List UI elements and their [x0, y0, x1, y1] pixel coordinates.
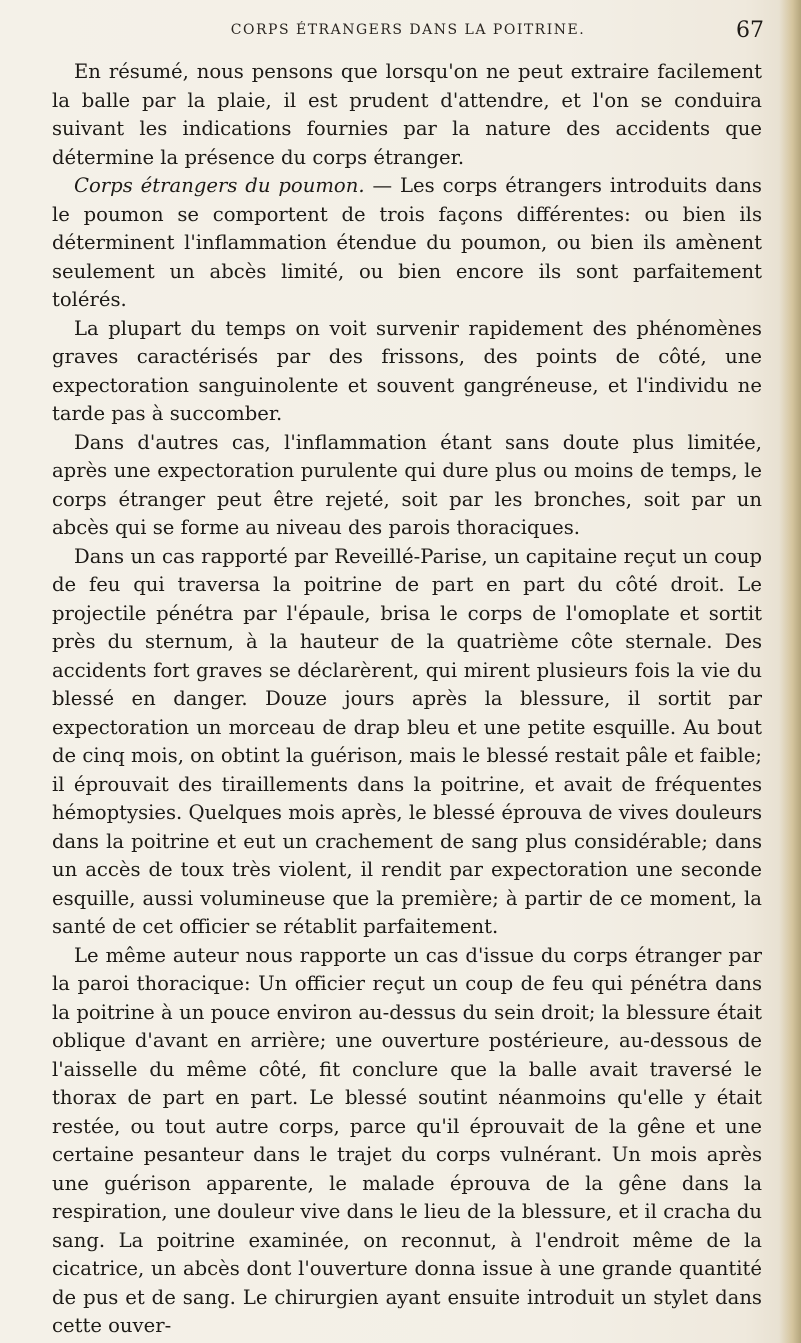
- paragraph-text: En résumé, nous pensons que lorsqu'on ne peut extraire facilement la balle par la plaie, il est prudent d'attendre, et l'on se conduira suivant les indications fournies par la nature des accidents que détermine la présence du corps étranger.: [52, 60, 762, 169]
- section-heading: Corps étrangers du poumon.: [74, 174, 365, 197]
- paragraph-captain-case: [52, 543, 762, 942]
- paragraph-text: Le même auteur nous rapporte un cas d'issue du corps étranger par la paroi thoracique: Un officier reçut un coup de feu qui pénétra dans la poitrine à un pouce environ au-dessus du sein droit; la blessure était oblique d'avant en arrière; une ouverture postérieure, au-dessous de l'aisselle du même côté, fit conclure que la balle avait traversé le thorax de part en part. Le blessé soutint néanmoins qu'elle y était restée, ou tout autre corps, parce qu'il éprouvait de la gêne et une certaine pesanteur dans le trajet du corps vulnérant. Un mois après une guérison apparente, le malade éprouva de la gêne dans la respiration, une douleur vive dans le lieu de la blessure, et il cracha du sang. La poitrine examinée, on reconnut, à l'endroit même de la cicatrice, un abcès dont l'ouverture donna issue à une grande quantité de pus et de sang. Le chirurgien ayant ensuite introduit un stylet dans cette ouver-: [52, 943, 762, 1337]
- paragraph-text: Dans un cas rapporté par Reveillé-Parise, un capitaine reçut un coup de feu qui traversa la poitrine de part en part du côté droit. Le projectile pénétra par l'épaule, brisa le corps de l'omoplate et sortit près du sternum, à la hauteur de la quatrième côte sternale. Des accidents fort graves se déclarèrent, qui mirent plusieurs fois la vie du blessé en danger. Douze jours après la blessure, il sortit par expectoration un morceau de drap bleu et une petite esquille. Au bout de cinq mois, on obtint la guérison, mais le blessé restait pâle et faible; il éprouvait des tiraillements dans la poitrine, et avait de fréquentes hémoptysies. Quelques mois après, le blessé éprouva de vives douleurs dans la poitrine et eut un crachement de sang plus considérable; dans un accès de toux très violent, il rendit par expectoration une seconde esquille, aussi volumineuse que la première; à partir de ce moment, la santé de cet officier se rétablit parfaitement.: [52, 544, 762, 938]
- running-head: CORPS ÉTRANGERS DANS LA POITRINE.: [230, 22, 586, 38]
- paragraph-grave-phenomena: [52, 315, 762, 429]
- paragraph-limited-inflammation: [52, 429, 762, 543]
- paragraph-officer-case: [52, 942, 762, 1341]
- paragraph-text: Dans d'autres cas, l'inflammation étant sans doute plus limitée, après une expectoration purulente qui dure plus ou moins de temps, le corps étranger peut être rejeté, soit par les bronches, soit par un abcès qui se forme au niveau des parois thoraciques.: [52, 430, 762, 539]
- paragraph-text: La plupart du temps on voit survenir rapidement des phénomènes graves caractérisés par des frissons, des points de côté, une expectoration sanguinolente et souvent gangréneuse, et l'individu ne tarde pas à succomber.: [52, 316, 762, 425]
- page-header: [52, 18, 764, 54]
- paragraph-text: — Les corps étrangers introduits dans le poumon se comportent de trois façons différentes: ou bien ils déterminent l'inflammation étendue du poumon, ou bien ils amènent seulement un abcès limité, ou bien encore ils sont parfaitement tolérés.: [52, 174, 762, 311]
- paragraph-summary: [52, 58, 762, 172]
- paragraph-lung-foreign-bodies: [52, 172, 762, 315]
- page-edge-shadow: [779, 0, 801, 1343]
- body-text: [52, 58, 762, 1341]
- page-number: 67: [736, 18, 764, 43]
